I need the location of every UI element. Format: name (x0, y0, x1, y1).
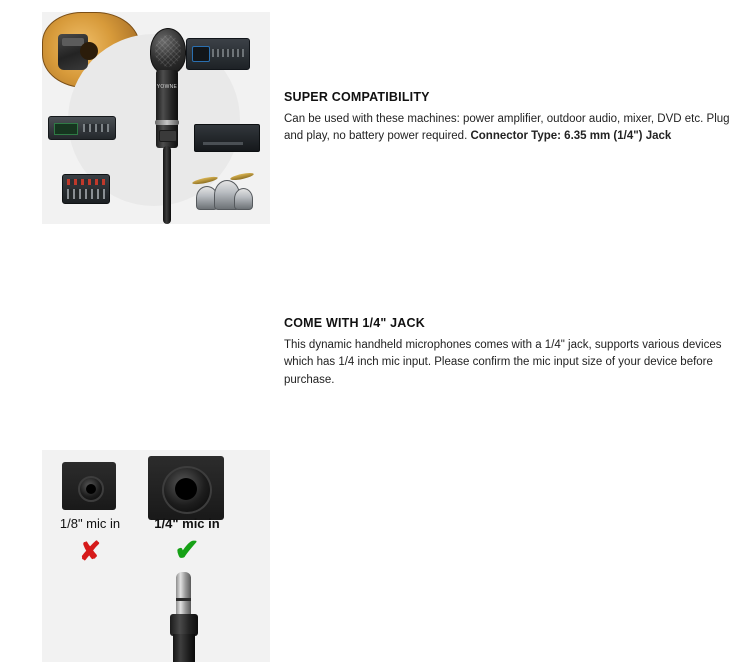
cross-icon: ✘ (79, 536, 101, 566)
microphone-grille (150, 28, 186, 74)
eighth-inch-label: 1/8" mic in (59, 516, 121, 531)
quarter-inch-jack-hole (162, 466, 212, 514)
plug-body (173, 634, 195, 662)
microphone-cable (163, 146, 171, 224)
cymbal-icon (192, 175, 218, 185)
jack-body: This dynamic handheld microphones comes with a 1/4" jack, supports various devices which has 1/4 inch mic input. Please confirm the mic input size of your device before purchase. (284, 339, 722, 386)
microphone-illustration (146, 28, 188, 224)
jack-comparison-image (42, 450, 270, 662)
microphone-brand-label: YOWNE (156, 84, 178, 90)
jack-hole-core (86, 484, 96, 494)
quarter-inch-plug-illustration (164, 572, 204, 662)
connector-type-text: Connector Type: 6.35 mm (1/4") Jack (470, 130, 672, 143)
cymbal-icon (230, 172, 255, 182)
jack-heading: COME WITH 1/4" JACK (284, 316, 425, 330)
eighth-inch-input-panel (62, 462, 116, 510)
plug-tip (176, 572, 191, 616)
quarter-inch-input-panel (148, 456, 224, 520)
microphone-switch (159, 130, 177, 142)
compatibility-copy (284, 90, 732, 146)
eighth-inch-jack-hole (78, 476, 104, 502)
microphone-ring (155, 120, 179, 125)
compatibility-body-text: Can be used with these machines: power amplifier, outdoor audio, mixer, DVD etc. Plug and play, no battery power required. (284, 113, 730, 143)
drum-icon (234, 188, 253, 210)
compatibility-body (284, 111, 732, 146)
power-amplifier-icon (186, 38, 250, 70)
jack-hole-core (175, 478, 197, 500)
audio-mixer-icon (62, 174, 110, 204)
compatibility-heading: SUPER COMPATIBILITY (284, 90, 430, 104)
plug-collar (170, 614, 198, 636)
dvd-player-icon (194, 124, 260, 152)
quarter-inch-label: 1/4" mic in (154, 516, 220, 531)
check-icon: ✔ (174, 534, 200, 567)
jack-copy (284, 316, 732, 389)
rack-equalizer-icon (48, 116, 116, 140)
compatibility-image (42, 12, 270, 224)
drum-kit-icon (192, 172, 254, 212)
